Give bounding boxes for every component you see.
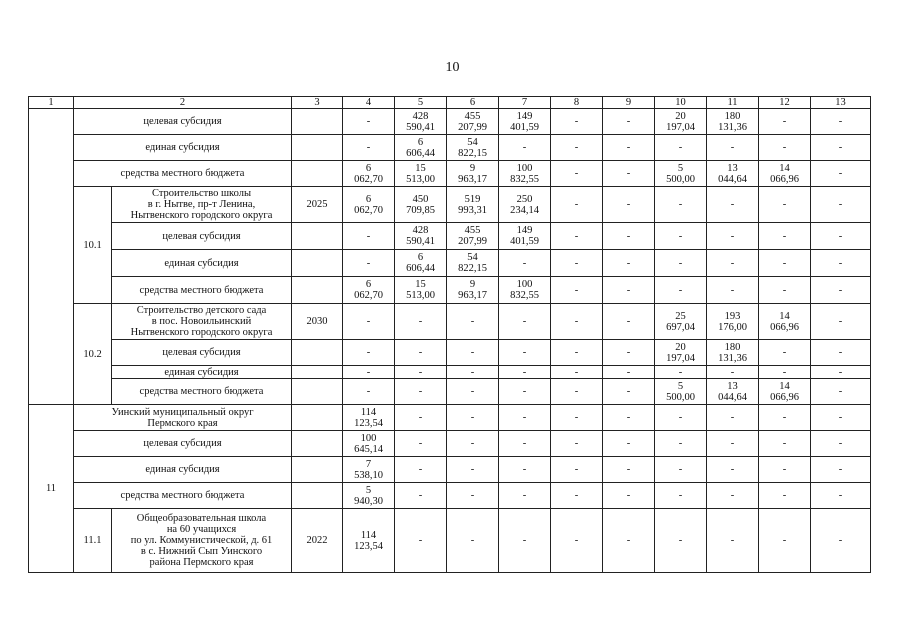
value-cell: - — [499, 509, 551, 573]
column-header-4: 4 — [343, 97, 395, 109]
value-cell: 180 131,36 — [707, 340, 759, 366]
value-cell: 5 500,00 — [655, 379, 707, 405]
value-cell: - — [551, 379, 603, 405]
value-cell: 100 832,55 — [499, 277, 551, 304]
value-cell: 149 401,59 — [499, 109, 551, 135]
value-cell: - — [343, 135, 395, 161]
value-cell: - — [707, 483, 759, 509]
column-header-3: 3 — [292, 97, 343, 109]
table-row — [29, 405, 871, 431]
item-name-cell: целевая субсидия — [112, 340, 292, 366]
value-cell: - — [447, 483, 499, 509]
value-cell: 6 062,70 — [343, 187, 395, 223]
value-cell: 149 401,59 — [499, 223, 551, 250]
item-name-cell: средства местного бюджета — [112, 379, 292, 405]
value-cell: - — [499, 405, 551, 431]
value-cell: - — [603, 223, 655, 250]
value-cell: - — [343, 109, 395, 135]
value-cell: 7 538,10 — [343, 457, 395, 483]
value-cell: - — [603, 277, 655, 304]
value-cell: - — [707, 135, 759, 161]
value-cell: - — [499, 431, 551, 457]
column-header-5: 5 — [395, 97, 447, 109]
value-cell: - — [551, 250, 603, 277]
value-cell: - — [395, 379, 447, 405]
year-cell — [292, 109, 343, 135]
value-cell: 5 940,30 — [343, 483, 395, 509]
value-cell: - — [603, 431, 655, 457]
value-cell: 9 963,17 — [447, 277, 499, 304]
value-cell: - — [551, 431, 603, 457]
value-cell: - — [343, 379, 395, 405]
column-header-13: 13 — [811, 97, 871, 109]
year-cell — [292, 379, 343, 405]
value-cell: - — [551, 109, 603, 135]
value-cell: - — [551, 277, 603, 304]
value-cell: - — [759, 457, 811, 483]
value-cell: 5 500,00 — [655, 161, 707, 187]
value-cell: 250 234,14 — [499, 187, 551, 223]
table-row — [29, 509, 871, 573]
value-cell: - — [759, 405, 811, 431]
value-cell: - — [499, 457, 551, 483]
value-cell: - — [655, 250, 707, 277]
value-cell: - — [707, 405, 759, 431]
year-cell: 2022 — [292, 509, 343, 573]
value-cell: 25 697,04 — [655, 304, 707, 340]
value-cell: 193 176,00 — [707, 304, 759, 340]
year-cell — [292, 135, 343, 161]
value-cell: 6 606,44 — [395, 250, 447, 277]
value-cell: - — [499, 483, 551, 509]
value-cell: 450 709,85 — [395, 187, 447, 223]
value-cell: 428 590,41 — [395, 109, 447, 135]
value-cell: - — [395, 457, 447, 483]
value-cell: - — [551, 135, 603, 161]
value-cell: - — [447, 509, 499, 573]
value-cell: - — [707, 431, 759, 457]
value-cell: - — [343, 223, 395, 250]
year-cell — [292, 277, 343, 304]
column-header-1: 1 — [29, 97, 74, 109]
value-cell: 15 513,00 — [395, 277, 447, 304]
year-cell — [292, 161, 343, 187]
value-cell: - — [603, 509, 655, 573]
value-cell: - — [343, 250, 395, 277]
value-cell: 20 197,04 — [655, 340, 707, 366]
year-cell: 2030 — [292, 304, 343, 340]
table-row — [29, 187, 871, 223]
value-cell: - — [811, 366, 871, 379]
value-cell: 20 197,04 — [655, 109, 707, 135]
value-cell: 428 590,41 — [395, 223, 447, 250]
subitem-index-cell: 11.1 — [74, 509, 112, 573]
value-cell: 455 207,99 — [447, 223, 499, 250]
value-cell: - — [499, 304, 551, 340]
value-cell: - — [551, 187, 603, 223]
value-cell: - — [707, 187, 759, 223]
value-cell: - — [759, 187, 811, 223]
column-header-7: 7 — [499, 97, 551, 109]
item-name-cell: целевая субсидия — [112, 223, 292, 250]
value-cell: - — [551, 457, 603, 483]
item-name-cell: средства местного бюджета — [74, 483, 292, 509]
value-cell: - — [551, 161, 603, 187]
value-cell: - — [343, 304, 395, 340]
value-cell: - — [707, 277, 759, 304]
table-row — [29, 366, 871, 379]
value-cell: - — [603, 366, 655, 379]
column-header-2: 2 — [74, 97, 292, 109]
value-cell: - — [655, 223, 707, 250]
value-cell: - — [395, 340, 447, 366]
year-cell — [292, 223, 343, 250]
value-cell: - — [603, 161, 655, 187]
value-cell: - — [499, 135, 551, 161]
value-cell: 9 963,17 — [447, 161, 499, 187]
table-row — [29, 223, 871, 250]
table-row — [29, 457, 871, 483]
table-row — [29, 483, 871, 509]
value-cell: - — [759, 340, 811, 366]
value-cell: - — [603, 340, 655, 366]
value-cell: - — [655, 509, 707, 573]
value-cell: - — [759, 250, 811, 277]
value-cell: 114 123,54 — [343, 405, 395, 431]
value-cell: - — [603, 250, 655, 277]
value-cell: 180 131,36 — [707, 109, 759, 135]
column-header-6: 6 — [447, 97, 499, 109]
year-cell — [292, 483, 343, 509]
value-cell: - — [343, 340, 395, 366]
item-name-cell: целевая субсидия — [74, 109, 292, 135]
table-row — [29, 431, 871, 457]
value-cell: - — [603, 187, 655, 223]
value-cell: - — [499, 379, 551, 405]
value-cell: - — [811, 109, 871, 135]
column-header-9: 9 — [603, 97, 655, 109]
item-name-cell: единая субсидия — [74, 135, 292, 161]
value-cell: - — [499, 250, 551, 277]
item-name-cell: Уинский муниципальный округ Пермского края — [74, 405, 292, 431]
value-cell: - — [707, 366, 759, 379]
value-cell: - — [395, 431, 447, 457]
value-cell: - — [603, 109, 655, 135]
page-number: 10 — [445, 60, 460, 75]
value-cell: - — [707, 250, 759, 277]
item-name-cell: единая субсидия — [112, 366, 292, 379]
value-cell: 54 822,15 — [447, 135, 499, 161]
value-cell: - — [655, 405, 707, 431]
value-cell: - — [447, 431, 499, 457]
value-cell: - — [395, 405, 447, 431]
value-cell: 100 832,55 — [499, 161, 551, 187]
value-cell: - — [811, 431, 871, 457]
value-cell: 100 645,14 — [343, 431, 395, 457]
value-cell: 54 822,15 — [447, 250, 499, 277]
item-name-cell: Строительство школы в г. Нытве, пр-т Ленина, Нытвенского городского округа — [112, 187, 292, 223]
table-row — [29, 379, 871, 405]
item-name-cell: средства местного бюджета — [112, 277, 292, 304]
value-cell: - — [811, 379, 871, 405]
column-header-12: 12 — [759, 97, 811, 109]
value-cell: - — [551, 405, 603, 431]
item-name-cell: единая субсидия — [74, 457, 292, 483]
value-cell: 6 062,70 — [343, 161, 395, 187]
value-cell: - — [655, 187, 707, 223]
group-index-cell: 11 — [29, 405, 74, 573]
value-cell: 14 066,96 — [759, 161, 811, 187]
value-cell: - — [551, 304, 603, 340]
value-cell: - — [811, 223, 871, 250]
subitem-index-cell: 10.2 — [74, 304, 112, 405]
item-name-cell: Строительство детского сада в пос. Новоильинский Нытвенского городского округа — [112, 304, 292, 340]
value-cell: - — [811, 250, 871, 277]
value-cell: - — [759, 509, 811, 573]
value-cell: 6 606,44 — [395, 135, 447, 161]
value-cell: - — [395, 304, 447, 340]
value-cell: - — [811, 483, 871, 509]
value-cell: - — [655, 277, 707, 304]
value-cell: - — [551, 483, 603, 509]
value-cell: - — [551, 223, 603, 250]
value-cell: - — [603, 405, 655, 431]
value-cell: - — [811, 161, 871, 187]
item-name-cell: Общеобразовательная школа на 60 учащихся по ул. Коммунистической, д. 61 в с. Нижний Сып Уинского района Пермского края — [112, 509, 292, 573]
value-cell: - — [811, 340, 871, 366]
value-cell: 14 066,96 — [759, 304, 811, 340]
value-cell: - — [603, 135, 655, 161]
table-row — [29, 109, 871, 135]
value-cell: 114 123,54 — [343, 509, 395, 573]
value-cell: - — [447, 340, 499, 366]
column-header-10: 10 — [655, 97, 707, 109]
table-row — [29, 304, 871, 340]
value-cell: - — [447, 304, 499, 340]
year-cell: 2025 — [292, 187, 343, 223]
value-cell: - — [603, 379, 655, 405]
value-cell: - — [395, 483, 447, 509]
value-cell: - — [759, 277, 811, 304]
value-cell: - — [811, 405, 871, 431]
value-cell: - — [551, 366, 603, 379]
table-row — [29, 277, 871, 304]
value-cell: - — [655, 431, 707, 457]
value-cell: - — [655, 135, 707, 161]
value-cell: - — [447, 379, 499, 405]
table-row — [29, 340, 871, 366]
value-cell: - — [499, 340, 551, 366]
column-header-8: 8 — [551, 97, 603, 109]
table-row — [29, 135, 871, 161]
value-cell: 13 044,64 — [707, 379, 759, 405]
value-cell: - — [759, 483, 811, 509]
value-cell: - — [603, 483, 655, 509]
value-cell: - — [499, 366, 551, 379]
value-cell: - — [811, 457, 871, 483]
subitem-index-cell: 10.1 — [74, 187, 112, 304]
value-cell: - — [759, 223, 811, 250]
column-header-11: 11 — [707, 97, 759, 109]
value-cell: - — [811, 509, 871, 573]
table-row — [29, 161, 871, 187]
value-cell: - — [655, 366, 707, 379]
value-cell: - — [395, 366, 447, 379]
item-name-cell: единая субсидия — [112, 250, 292, 277]
value-cell: - — [655, 457, 707, 483]
table-row — [29, 250, 871, 277]
year-cell — [292, 431, 343, 457]
value-cell: - — [447, 366, 499, 379]
value-cell: - — [343, 366, 395, 379]
value-cell: - — [759, 135, 811, 161]
value-cell: - — [707, 223, 759, 250]
group-index-cell — [29, 109, 74, 405]
value-cell: - — [447, 405, 499, 431]
value-cell: - — [707, 509, 759, 573]
value-cell: 14 066,96 — [759, 379, 811, 405]
value-cell: - — [551, 509, 603, 573]
table-header — [29, 97, 871, 109]
year-cell — [292, 340, 343, 366]
value-cell: - — [811, 135, 871, 161]
value-cell: 455 207,99 — [447, 109, 499, 135]
value-cell: - — [811, 304, 871, 340]
value-cell: - — [811, 277, 871, 304]
value-cell: - — [759, 366, 811, 379]
year-cell — [292, 366, 343, 379]
value-cell: - — [551, 340, 603, 366]
year-cell — [292, 405, 343, 431]
value-cell: - — [395, 509, 447, 573]
budget-table — [28, 96, 871, 573]
value-cell: - — [759, 431, 811, 457]
value-cell: - — [811, 187, 871, 223]
value-cell: - — [707, 457, 759, 483]
value-cell: 6 062,70 — [343, 277, 395, 304]
value-cell: 13 044,64 — [707, 161, 759, 187]
value-cell: 15 513,00 — [395, 161, 447, 187]
value-cell: - — [603, 304, 655, 340]
value-cell: - — [603, 457, 655, 483]
value-cell: - — [447, 457, 499, 483]
item-name-cell: средства местного бюджета — [74, 161, 292, 187]
item-name-cell: целевая субсидия — [74, 431, 292, 457]
value-cell: - — [759, 109, 811, 135]
value-cell: - — [655, 483, 707, 509]
year-cell — [292, 457, 343, 483]
value-cell: 519 993,31 — [447, 187, 499, 223]
year-cell — [292, 250, 343, 277]
